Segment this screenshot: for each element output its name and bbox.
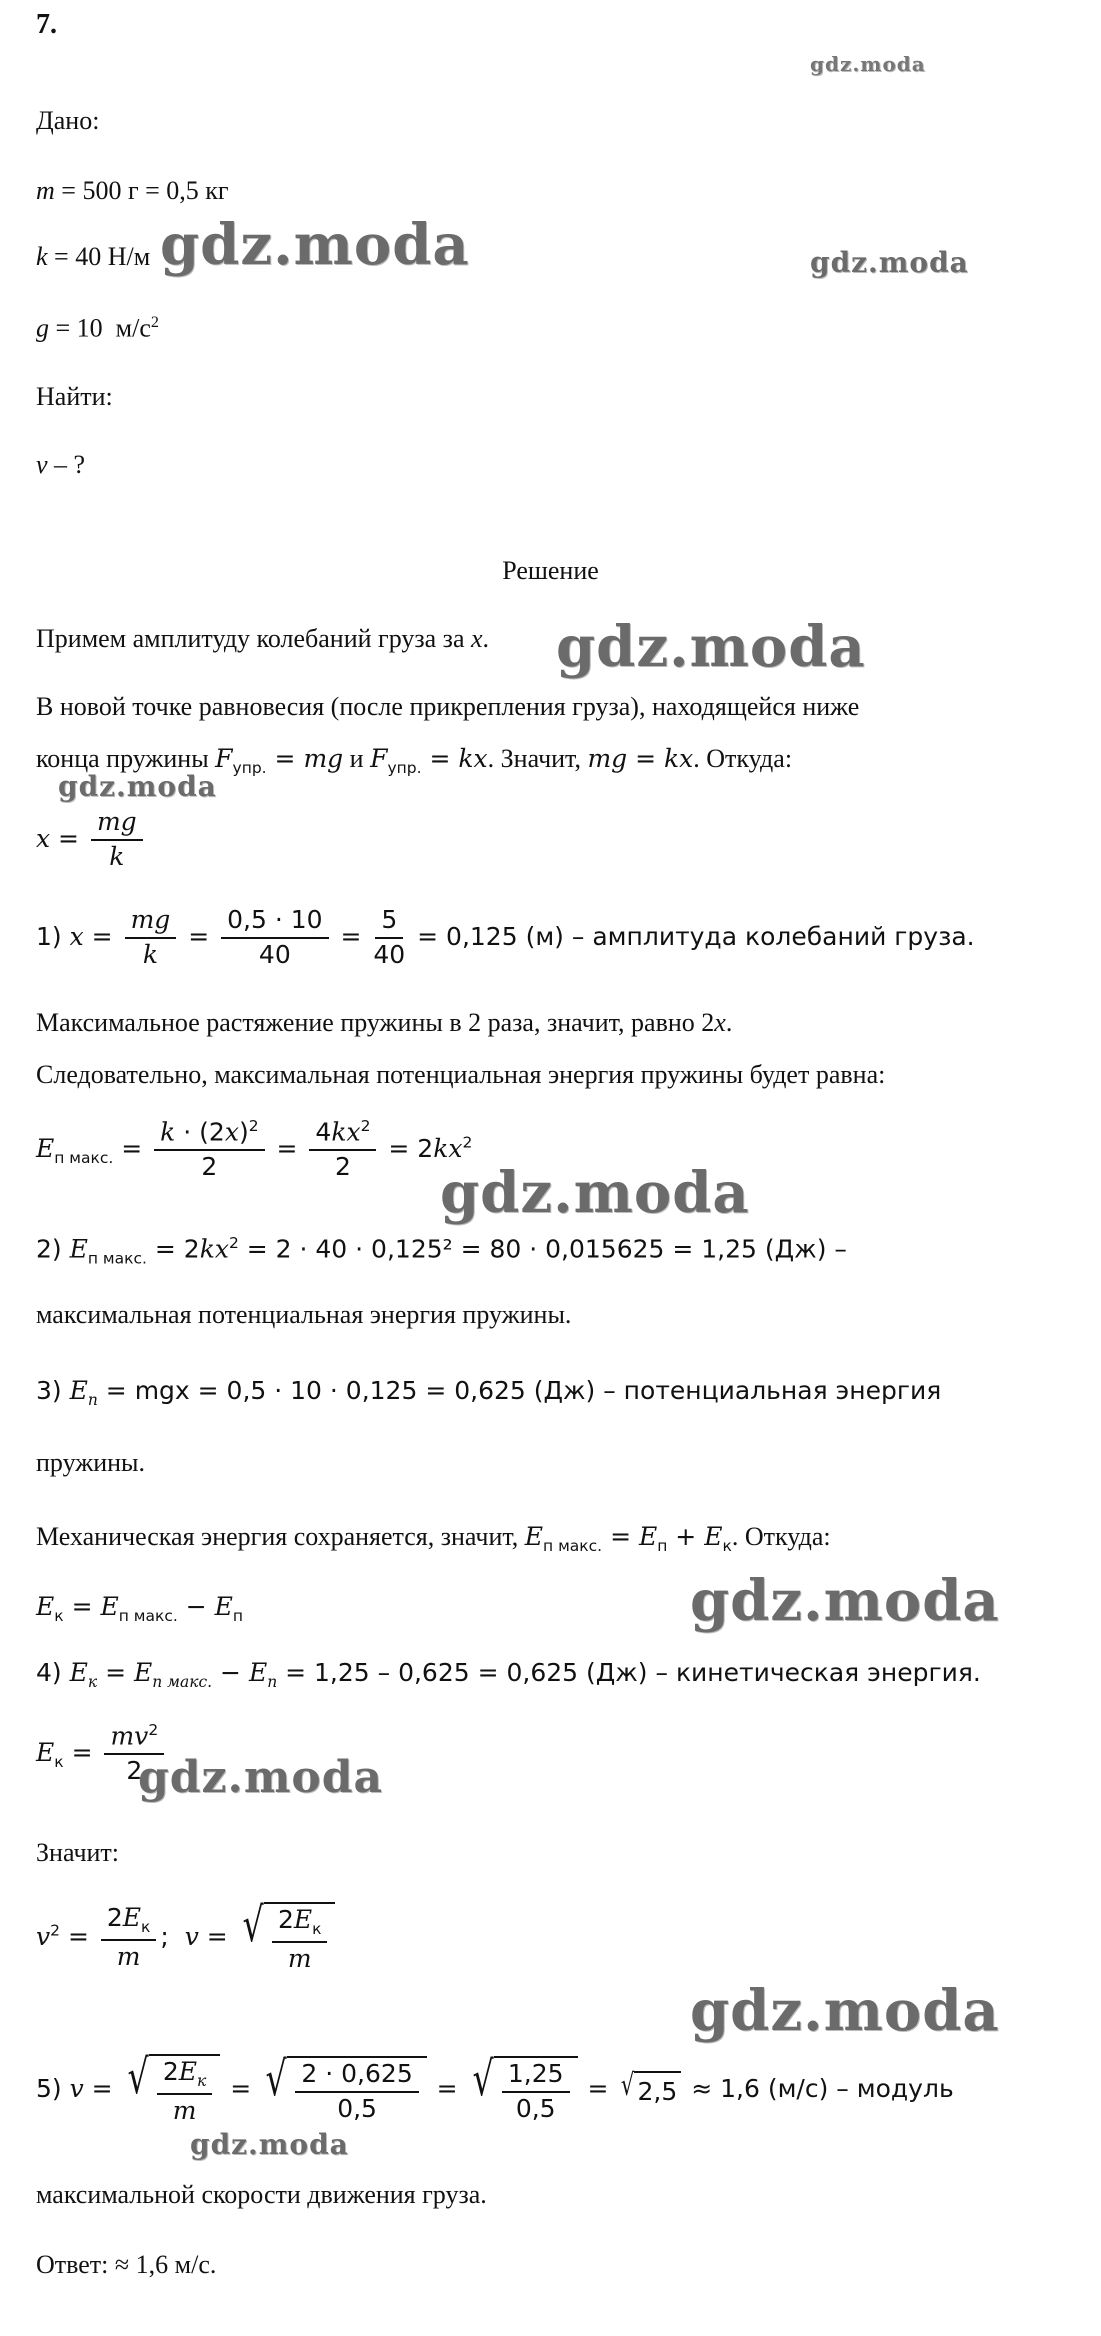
watermark: gdz.moda — [138, 1752, 384, 1803]
assume-text: Примем амплитуду колебаний груза за — [36, 624, 465, 653]
find-target-text: – ? — [54, 450, 86, 479]
equilibrium-line-2: конца пружины $F_{упр.}$ = mg и $F_{упр.}$ = kx. Значит, mg = kx. Откуда: — [36, 744, 793, 777]
watermark: gdz.moda — [810, 52, 926, 76]
step-1: 1) x = $\frac{mg}{k}$ = $\frac{0,5 \cdot 10}{40}$ = $\frac{5}{40}$ = 0,125 (м) – амплитуда колебаний груза. — [36, 905, 975, 969]
watermark: gdz.moda — [810, 246, 969, 279]
watermark: gdz.moda — [160, 212, 470, 278]
given-gravity-unit: м/с — [115, 313, 151, 343]
stretch-text: Максимальное растяжение пружины в 2 раза, значит, равно 2 — [36, 1008, 715, 1037]
step-4: 4) $E_к = E_{п макс.} - E_п = 1,25 - 0,625 = 0,625$ (Дж) – кинетическая энергия. — [36, 1658, 981, 1691]
formula-ek-kinetic: $E_к$ = $\frac{mv^2}{2}$ — [36, 1722, 168, 1786]
find-target: v – ? — [36, 450, 86, 479]
given-gravity: g = 10 $м/с^2$ — [36, 313, 159, 343]
answer-line: Ответ: ≈ 1,6 м/с. — [36, 2250, 217, 2279]
formula-ek: $E_к = E_{п макс.} - E_п$ — [36, 1592, 244, 1625]
formula-ep-max: $E_{п макс.}$ = $\frac{k \cdot (2x)^2}{2}$ = $\frac{4kx^2}{2}$ = $2kx^2$ — [36, 1117, 473, 1182]
watermark: gdz.moda — [556, 614, 866, 680]
find-label: Найти: — [36, 382, 113, 411]
watermark: gdz.moda — [58, 770, 217, 803]
given-stiffness: k = 40 Н/м — [36, 242, 151, 271]
given-mass: m = 500 г = 0,5 кг — [36, 176, 229, 205]
given-stiffness-value: = 40 Н/м — [54, 242, 151, 271]
conservation-line: Механическая энергия сохраняется, значит, $E_{п макс.} = E_п + E_к$. Откуда: — [36, 1522, 831, 1555]
conservation-a: Механическая энергия сохраняется, значит, — [36, 1522, 519, 1551]
step-5: 5) v = √ $\frac{2E_к}{m}$ = √ $\frac{2 \cdot 0,625}{0,5}$ = √ $\frac{1,25}{0,5}$ = √ 2,5 ≈ 1,6 (м/с) – модуль — [36, 2050, 954, 2125]
step-5-tail: ≈ 1,6 (м/с) – модуль — [691, 2073, 954, 2103]
assume-line: Примем амплитуду колебаний груза за x. — [36, 624, 490, 653]
given-gravity-value: = 10 — [55, 313, 103, 343]
step-3-tail: = mgx = 0,5 · 10 · 0,125 = 0,625 (Дж) – потенциальная энергия — [105, 1376, 942, 1405]
watermark: gdz.moda — [690, 1978, 1000, 2044]
step-1-tail: = 0,125 (м) – амплитуда колебаний груза. — [417, 921, 975, 951]
eq-line2-b: и — [349, 744, 364, 773]
step-2: 2) $E_{п макс.} = 2kx^2 = 2 \cdot 40 \cdot 0,125^2 = 80 \cdot 0,015625 = 1,25$ (Дж) – — [36, 1234, 847, 1268]
stretch-line: Максимальное растяжение пружины в 2 раза, значит, равно 2x. — [36, 1008, 733, 1037]
eq-line2-c: . Значит, — [487, 744, 581, 773]
problem-number: 7. — [36, 9, 57, 40]
formula-v: $v^2$ = $\frac{2E_к}{m}$ ; v = √ $\frac{2E_к}{m}$ — [36, 1902, 337, 1974]
given-label: Дано: — [36, 106, 100, 135]
energy-intro: Следовательно, максимальная потенциальная энергия пружины будет равна: — [36, 1060, 886, 1089]
step-3-cont: пружины. — [36, 1448, 145, 1477]
solution-heading: Решение — [502, 556, 599, 585]
eq-line2-d: . Откуда: — [693, 744, 793, 773]
watermark: gdz.moda — [690, 1568, 1000, 1634]
formula-x: x = $\frac{mg}{k}$ — [36, 808, 147, 872]
step-5-cont: максимальной скорости движения груза. — [36, 2180, 487, 2209]
equilibrium-line-1: В новой точке равновесия (после прикрепления груза), находящейся ниже — [36, 692, 860, 721]
step-3: 3) $E_n$ = mgx = 0,5 · 10 · 0,125 = 0,625 (Дж) – потенциальная энергия — [36, 1376, 942, 1409]
step-4-tail: = 1,25 – 0,625 = 0,625 (Дж) – кинетическая энергия. — [285, 1658, 981, 1687]
given-mass-value: = 500 г = 0,5 кг — [61, 176, 229, 205]
step-2-cont: максимальная потенциальная энергия пружины. — [36, 1300, 572, 1329]
step-2-tail: = 2 · 40 · 0,125² = 80 · 0,015625 = 1,25 (Дж) – — [246, 1234, 847, 1264]
conservation-b: . Откуда: — [731, 1522, 831, 1551]
watermark: gdz.moda — [190, 2128, 349, 2161]
eq-line2-a: конца пружины — [36, 744, 209, 773]
watermark: gdz.moda — [440, 1160, 750, 1226]
means-label: Значит: — [36, 1838, 120, 1867]
